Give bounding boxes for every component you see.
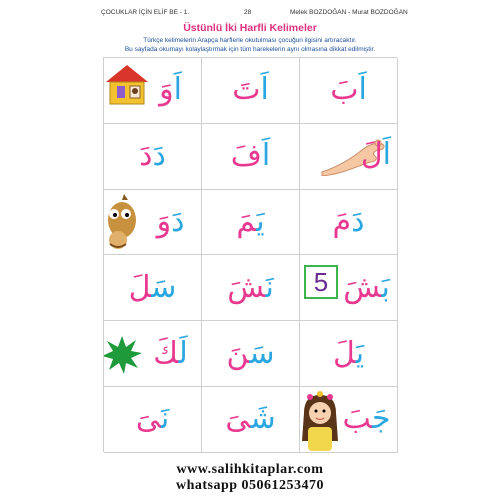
- arabic-word: [232, 72, 269, 108]
- second-letter: بَ: [330, 72, 359, 108]
- word-cell: [300, 190, 398, 256]
- second-letter: شَ: [227, 269, 266, 305]
- website-text: www.salihkitaplar.com: [176, 462, 324, 477]
- word-cell: [104, 124, 202, 190]
- arabic-word: [156, 203, 185, 239]
- second-letter: وَ: [159, 72, 174, 108]
- first-letter: لَ: [178, 335, 188, 371]
- first-letter: نَ: [160, 401, 170, 437]
- first-letter: اَ: [261, 138, 271, 174]
- first-letter: نَ: [265, 269, 274, 305]
- arabic-word: [332, 335, 365, 371]
- first-letter: يَ: [256, 203, 265, 239]
- first-letter: اَ: [382, 136, 391, 172]
- first-letter: دَ: [351, 203, 365, 239]
- number-five-box: 5: [304, 265, 338, 299]
- girl-icon: [300, 391, 342, 453]
- word-cell: [104, 255, 202, 321]
- word-cell: [300, 124, 398, 190]
- word-cell: [300, 58, 398, 124]
- arabic-word: [330, 72, 367, 108]
- page-title: Üstünlü İki Harfli Kelimeler: [183, 22, 317, 34]
- first-letter: اَ: [260, 72, 269, 108]
- arabic-word: [135, 401, 170, 437]
- page-number: 28: [244, 9, 252, 16]
- arabic-word: [342, 401, 391, 437]
- second-letter: ىَ: [225, 401, 251, 437]
- arabic-word: [230, 138, 271, 174]
- second-letter: ىَ: [135, 401, 161, 437]
- arabic-word: [343, 269, 390, 305]
- second-letter: فَ: [230, 138, 262, 174]
- book-title: ÇOCUKLAR İÇİN ELİF BE - 1.: [101, 9, 190, 16]
- word-cell: [202, 387, 300, 453]
- second-letter: تَ: [232, 72, 261, 108]
- word-cell: [202, 58, 300, 124]
- arabic-word: [236, 203, 265, 239]
- authors: Melek BOZDOĞAN - Murat BOZDOĞAN: [290, 9, 408, 16]
- first-letter: سَ: [249, 335, 275, 371]
- arabic-word: [128, 269, 177, 305]
- first-letter: جَ: [371, 401, 391, 437]
- second-letter: مَ: [236, 203, 257, 239]
- word-cell: [300, 255, 398, 321]
- second-letter: لَ: [128, 269, 152, 305]
- second-letter: شَ: [343, 269, 382, 305]
- first-letter: شَ: [250, 401, 276, 437]
- second-letter: دَ: [139, 138, 153, 174]
- subtitle-line-2: Bu sayfada okumayı kolaylaştırmak için tüm harekelerin aynı olmasına dikkat edilmiştir.: [124, 46, 376, 53]
- green-splash-icon: [104, 335, 142, 379]
- house-icon: [104, 62, 152, 110]
- first-letter: اَ: [358, 72, 367, 108]
- arabic-word: [153, 335, 188, 371]
- whatsapp-text: whatsapp 05061253470: [175, 478, 325, 493]
- first-letter: اَ: [173, 72, 182, 108]
- first-letter: سَ: [151, 269, 177, 305]
- first-letter: دَ: [171, 203, 185, 239]
- word-cell: [202, 255, 300, 321]
- second-letter: وَ: [156, 203, 172, 239]
- word-cell: [104, 58, 202, 124]
- first-letter: دَ: [152, 138, 166, 174]
- subtitle-line-1: Türkçe kelimelerin Arapça harflerle okutulması çocuğun ilgisini artıracaktır.: [143, 37, 357, 44]
- second-letter: لَ: [332, 335, 356, 371]
- second-letter: لَ: [360, 136, 383, 172]
- arabic-word: [360, 136, 391, 172]
- word-cell: [300, 321, 398, 387]
- arabic-word: [225, 401, 276, 437]
- arabic-word: [226, 335, 275, 371]
- page-header: [0, 9, 500, 21]
- word-cell: [202, 321, 300, 387]
- second-letter: نَ: [226, 335, 250, 371]
- word-cell: [104, 321, 202, 387]
- second-letter: بَ: [342, 401, 372, 437]
- word-cell: [202, 190, 300, 256]
- word-cell: [300, 387, 398, 453]
- word-cell: [104, 387, 202, 453]
- second-letter: مَ: [332, 203, 352, 239]
- first-letter: بَ: [381, 269, 390, 305]
- arabic-word: [159, 72, 182, 108]
- camel-icon: [104, 194, 146, 256]
- second-letter: كَ: [153, 335, 179, 371]
- arabic-word: [227, 269, 274, 305]
- word-cell: [104, 190, 202, 256]
- arabic-word: [139, 138, 166, 174]
- first-letter: يَ: [355, 335, 365, 371]
- word-cell: [202, 124, 300, 190]
- word-grid: [103, 57, 397, 452]
- arabic-word: [332, 203, 365, 239]
